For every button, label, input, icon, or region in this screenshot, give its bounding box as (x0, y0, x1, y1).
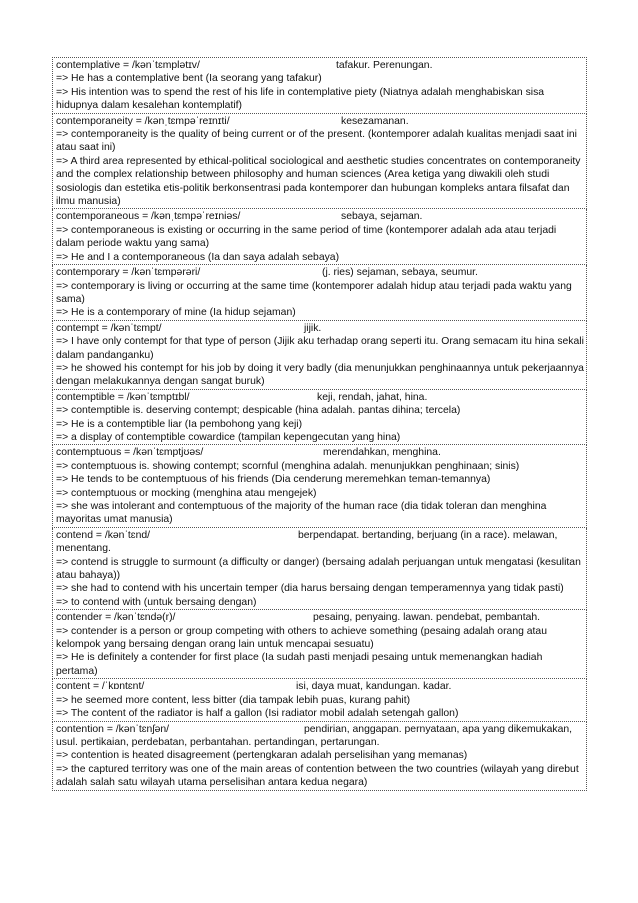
translation: tafakur. Perenungan. (336, 60, 433, 71)
headword: contemplative = /kənˈtɛmplətɪv/ (56, 60, 200, 71)
example-line: => contemporaneity is the quality of being current or of the present. (kontemporer adalah kualitas menjadi saat ini atau saat ini) (56, 129, 577, 154)
example-line: => contemporary is living or occurring at the same time (kontemporer adalah hidup atau terjadi pada waktu yang sama) (56, 280, 572, 305)
headword: contemptible = /kənˈtɛmptɪbl/ (56, 391, 190, 403)
example-line: => A third area represented by ethical-political sociological and aesthetic studies concentrates on contemporaneity and the complex relationship between philosophy and human sciences (Area ketiga yang diwakili oleh studi sosiologis dan estetika etis-politik berkonsentrasi pada kontemporer dan hubungan kompleks antara filsafat dan ilmu manusia) (56, 155, 581, 208)
example-line: => contemporaneous is existing or occurring in the same period of time (kontemporer adalah ada atau terjadi dalam periode waktu yang sama) (56, 224, 557, 250)
example-line: => she was intolerant and contemptuous of the majority of the human race (dia tidak toleran dan menghina mayoritas umat manusia) (56, 501, 547, 526)
translation: merendahkan, menghina. (323, 447, 441, 459)
dictionary-entry (52, 265, 587, 321)
example-line: => he seemed more content, less bitter (dia tampak lebih puas, kurang pahit) (56, 694, 411, 706)
entry-head (56, 322, 584, 335)
entry-head (56, 59, 584, 72)
dictionary-entry (52, 390, 587, 446)
example-line: => contemptuous is. showing contempt; scornful (menghina adalah. menunjukkan penghinaan; sinis) (56, 460, 520, 472)
headword: contender = /kənˈtɛndə(r)/ (56, 612, 176, 624)
example-line: => He and I a contemporaneous (Ia dan saya adalah sebaya) (56, 251, 340, 263)
example-line: => He tends to be contemptuous of his friends (Dia cenderung meremehkan teman-temannya) (56, 474, 491, 486)
translation: jijik. (304, 322, 322, 334)
example-line: => contend is struggle to surmount (a difficulty or danger) (bersaing adalah perjuangan untuk mengatasi (kesulitan atau bahaya)) (56, 556, 581, 582)
translation: keji, rendah, jahat, hina. (317, 391, 428, 403)
dictionary-entry (52, 321, 587, 390)
entry-head (56, 391, 584, 404)
translation: kesezamanan. (341, 115, 409, 127)
entry-head (56, 680, 584, 693)
example-line: => contemptuous or mocking (menghina atau mengejek) (56, 487, 317, 499)
example-line: => to contend with (untuk bersaing dengan) (56, 596, 257, 608)
translation: pesaing, penyaing. lawan. pendebat, pembantah. (313, 612, 541, 624)
translation: sebaya, sejaman. (341, 211, 423, 223)
dictionary-entry (52, 528, 587, 610)
example-line: => the captured territory was one of the main areas of contention between the two countries (wilayah yang direbut adalah salah satu wilayah utama perselisihan antara kedua negara) (56, 763, 579, 789)
example-line: => He has a contemplative bent (Ia seorang yang tafakur) (56, 73, 322, 85)
example-line: => The content of the radiator is half a gallon (Isi radiator mobil adalah setengah gallon) (56, 708, 459, 720)
entry-head (56, 446, 584, 459)
headword: contemporaneity = /kənˌtɛmpəˈreɪnɪti/ (56, 115, 230, 127)
dictionary-entry (52, 722, 587, 791)
dictionary-entry (52, 610, 587, 679)
example-line: => contemptible is. deserving contempt; despicable (hina adalah. pantas dihina; tercela) (56, 405, 461, 417)
headword: contemporary = /kənˈtɛmpərəri/ (56, 267, 201, 279)
example-line: => a display of contemptible cowardice (tampilan kepengecutan yang hina) (56, 431, 401, 443)
example-line: => she had to contend with his uncertain temper (dia harus bersaing dengan temperamennya yang tidak pasti) (56, 583, 564, 595)
entry-head (56, 529, 584, 556)
example-line: => contention is heated disagreement (pertengkaran adalah perselisihan yang memanas) (56, 750, 468, 762)
example-line: => I have only contempt for that type of person (Jijik aku terhadap orang seperti itu. Orang semacam itu hina sekali dalam pandanganku) (56, 336, 584, 361)
entry-head (56, 210, 584, 223)
example-line: => he showed his contempt for his job by doing it very badly (dia menunjukkan penghinaannya untuk pekerjaannya dengan melakukannya dengan sangat buruk) (56, 362, 584, 388)
entry-head (56, 115, 584, 128)
dictionary-entry (52, 57, 587, 114)
entry-head (56, 611, 584, 624)
headword: contemptuous = /kənˈtɛmptjʊəs/ (56, 447, 204, 459)
example-line: => He is a contemptible liar (Ia pembohong yang keji) (56, 418, 303, 430)
headword: contention = /kənˈtɛnʃən/ (56, 723, 170, 735)
dictionary-entry (52, 209, 587, 265)
dictionary-entry (52, 114, 587, 210)
translation: isi, daya muat, kandungan. kadar. (296, 681, 452, 693)
entry-head (56, 266, 584, 279)
headword: contend = /kənˈtɛnd/ (56, 529, 151, 541)
translation: berpendapat. bertanding, berjuang (in a race). melawan, menentang. (56, 529, 558, 555)
headword: contemporaneous = /kənˌtɛmpəˈreɪniəs/ (56, 211, 241, 223)
dictionary-page (52, 57, 587, 791)
dictionary-entry (52, 679, 587, 721)
headword: content = /ˈkɒntɛnt/ (56, 681, 145, 693)
example-line: => He is a contemporary of mine (Ia hidup sejaman) (56, 307, 296, 319)
translation: pendirian, anggapan. pernyataan, apa yang dikemukakan, usul. pertikaian, perdebatan, perbantahan. pertandingan, pertarungan. (56, 723, 573, 748)
dictionary-entry (52, 445, 587, 527)
example-line: => He is definitely a contender for first place (Ia sudah pasti menjadi pesaing untuk memenangkan hadiah pertama) (56, 652, 543, 677)
example-line: => contender is a person or group competing with others to achieve something (pesaing adalah orang atau kelompok yang bersaing dengan orang lain untuk mencapai sesuatu) (56, 625, 547, 651)
example-line: => His intention was to spend the rest of his life in contemplative piety (Niatnya adalah menghabiskan sisa hidupnya dalam kesalehan kontemplatif) (56, 86, 545, 112)
translation: (j. ries) sejaman, sebaya, seumur. (322, 267, 478, 279)
headword: contempt = /kənˈtɛmpt/ (56, 322, 162, 334)
entry-head (56, 723, 584, 750)
